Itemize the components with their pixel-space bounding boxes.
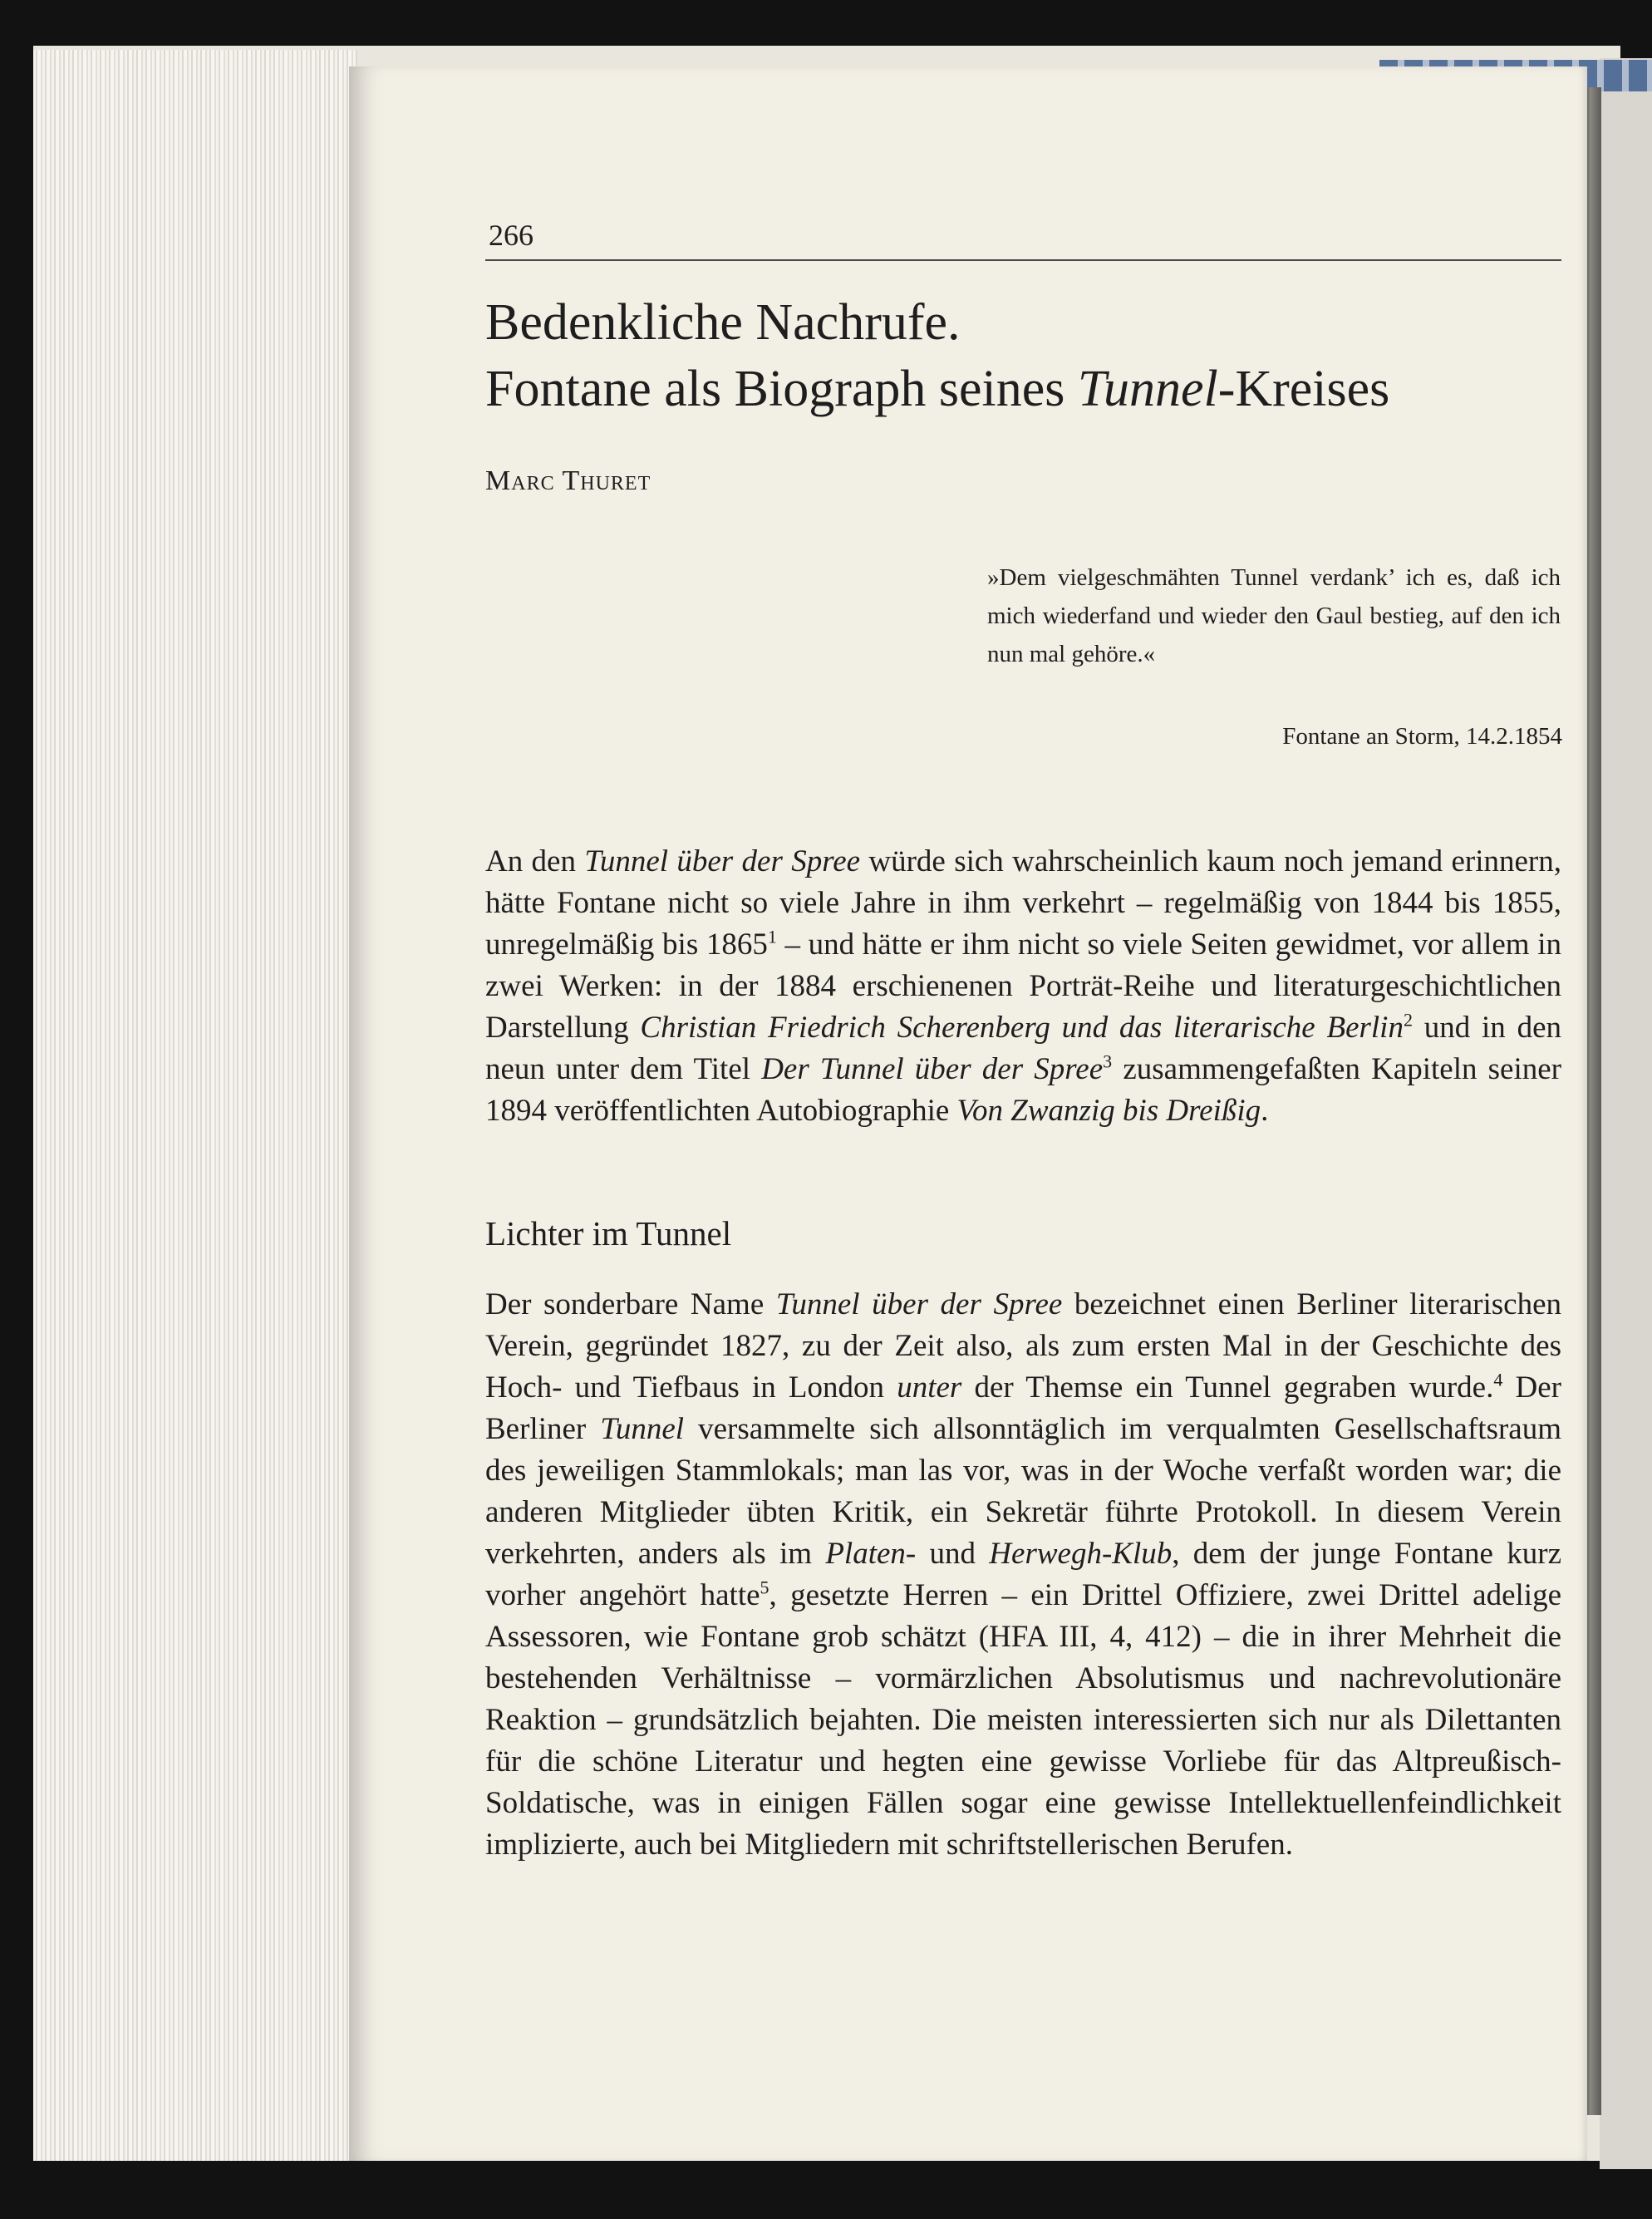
author-name: Marc Thuret [485,465,651,496]
p1-text-1: An den [485,844,585,878]
page-number: 266 [489,219,533,252]
p1-text-3: – und hätte er ihm nicht so viele Seiten gewidmet, vor allem in zwei Werken: in der 1884 erschienenen Porträt-Reihe und literaturgeschichtlichen Darstellung [485,927,1561,1045]
chapter-title [485,289,1566,422]
footnote-ref-1[interactable]: 1 [767,926,777,947]
footnote-ref-3[interactable]: 3 [1103,1050,1113,1072]
p2-text-6: und [916,1537,990,1571]
title-line-2-end: -Kreises [1217,361,1390,417]
p1-italic-2: Christian Friedrich Scherenberg und das literarische Berlin [640,1011,1404,1045]
epigraph-attribution: Fontane an Storm, 14.2.1854 [1282,723,1562,750]
p1-text-5: zusammengefaßten Kapiteln seiner 1894 veröffentlichten Autobiographie [485,1052,1561,1128]
footnote-ref-2[interactable]: 2 [1403,1009,1413,1031]
p1-text-6: . [1261,1094,1269,1128]
p1-text-2: würde sich wahrscheinlich kaum noch jemand erinnern, hätte Fontane nicht so viele Jahre in ihm verkehrt – regelmäßig von 1844 bis 1855, unregelmäßig bis 1865 [485,844,1561,962]
title-line-2-italic: Tunnel [1077,361,1218,417]
book-right-cover [1600,58,1652,2169]
p1-italic-1: Tunnel über der Spree [584,844,861,878]
p2-text-5: versammelte sich allsonntäglich im verqualmten Gesellschaftsraum des jeweiligen Stammlokals; man las vor, was in der Woche verfaßt worden war; die anderen Mitglieder übten Kritik, ein Sekretär führte Protokoll. In diesem Verein verkehrten, anders als im [485,1412,1561,1571]
p2-italic-1: Tunnel über der Spree [775,1287,1063,1321]
p2-italic-5: Herwegh-Klub [989,1537,1173,1571]
paragraph-2 [485,1284,1561,1866]
paragraph-1 [485,841,1561,1132]
p1-text-4: und in den neun unter dem Titel [485,1011,1562,1086]
p2-text-2: bezeichnet einen Berliner literarischen Verein, gegründet 1827, zu der Zeit also, als zum ersten Mal in der Geschichte des Hoch- und Tiefbaus in London [485,1287,1561,1405]
title-line-2-start: Fontane als Biograph seines [485,361,1078,417]
p2-italic-4: Platen- [825,1537,917,1571]
p2-text-3: der Themse ein Tunnel gegraben wurde. [961,1370,1494,1405]
p2-italic-2: unter [897,1370,962,1405]
p1-italic-3: Der Tunnel über der Spree [761,1052,1104,1086]
p2-text-4: Der Berliner [485,1370,1561,1446]
book-page [349,66,1587,2161]
footnote-ref-5[interactable]: 5 [760,1577,769,1598]
p2-text-7: , dem der junge Fontane kurz vorher angehört hatte [485,1537,1562,1612]
p1-italic-4: Von Zwanzig bis Dreißig [956,1094,1261,1128]
section-heading: Lichter im Tunnel [485,1214,732,1252]
p2-text-1: Der sonderbare Name [485,1287,776,1321]
page-edges [33,50,357,2161]
p2-text-8: , gesetzte Herren – ein Drittel Offiziere, zwei Drittel adelige Assessoren, wie Fontane grob schätzt (HFA III, 4, 412) – die in ihrer Mehrheit die bestehenden Verhältnisse – vormärzlichen Absolutismus und nachrevolutionäre Reaktion – grundsätzlich bejahten. Die meisten interessierten sich nur als Dilettanten für die schöne Literatur und hegten eine gewisse Vorliebe für das Altpreußisch-Soldatische, was in einigen Fällen sogar eine gewisse Intellektuellenfeindlichkeit implizierte, auch bei Mitgliedern mit schriftstellerischen Berufen. [485,1578,1561,1862]
header-rule [485,259,1561,261]
p2-italic-3: Tunnel [600,1412,685,1446]
footnote-ref-4[interactable]: 4 [1493,1369,1503,1390]
title-line-1: Bedenkliche Nachrufe. [485,294,961,351]
epigraph-quote: »Dem vielgeschmähten Tunnel verdank’ ich es, daß ich mich wiederfand und wieder den Gaul bestieg, auf den ich nun mal gehöre.« [987,564,1561,667]
